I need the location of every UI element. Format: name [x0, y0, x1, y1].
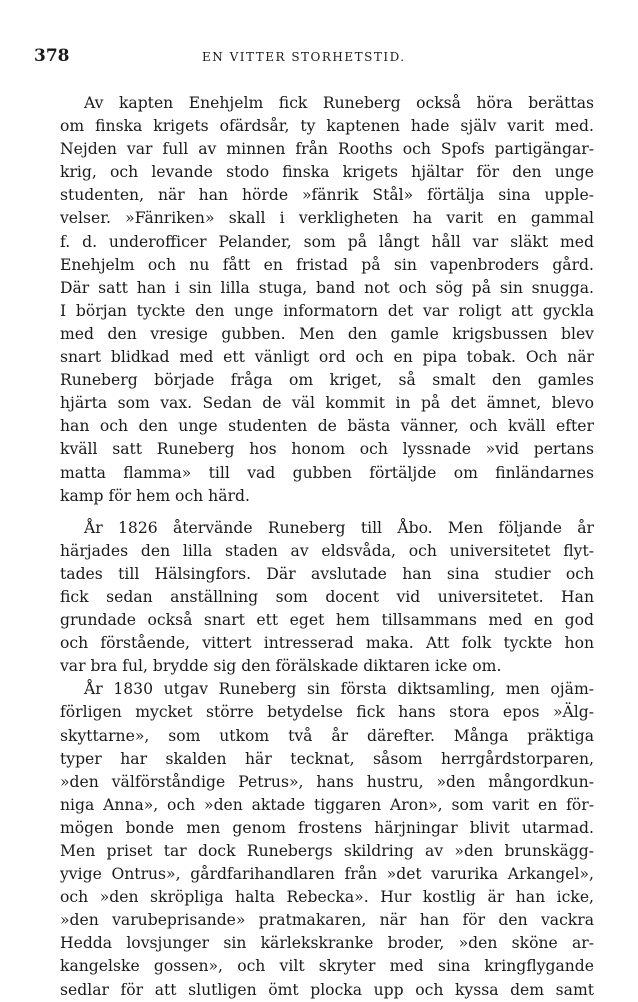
text-line: »den varubeprisande» pratmakaren, när han för den vackra: [60, 911, 594, 930]
body-text: [60, 92, 594, 1002]
running-title: EN VITTER STORHETSTID.: [202, 50, 406, 64]
text-line: Där satt han i sin lilla stuga, band not och sög på sin snugga.: [60, 278, 594, 297]
text-line: studenten, när han hörde »fänrik Stål» förtälja sina upple-: [60, 186, 594, 205]
text-line: var bra ful, brydde sig den förälskade diktaren icke om.: [60, 657, 502, 676]
text-line: »den välförståndige Petrus», hans hustru, »den mångordkun-: [60, 772, 594, 791]
text-line: Av kapten Enehjelm fick Runeberg också höra berättas: [84, 94, 594, 112]
text-line: härjades den lilla staden av eldsvåda, och universitetet flyt-: [60, 541, 594, 560]
paragraph: [60, 678, 594, 1001]
text-line: kamp för hem och härd.: [60, 486, 250, 505]
text-line: matta flamma» till vad gubben förtäljde om finländarnes: [60, 463, 594, 482]
text-line: förligen mycket större betydelse fick hans stora epos »Älg-: [60, 703, 594, 722]
text-line: med den vresige gubben. Men den gamle krigsbussen blev: [60, 324, 594, 343]
text-line: sedlar för att slutligen ömt plocka upp och kyssa dem samt: [60, 980, 594, 999]
text-line: typer har skalden här tecknat, såsom herrgårdstorparen,: [60, 749, 594, 768]
paragraph: [60, 517, 594, 679]
text-line: krig, och levande stodo finska krigets hjältar för den unge: [60, 163, 594, 182]
text-line: fick sedan anställning som docent vid universitetet. Han: [60, 587, 594, 606]
paragraph: [60, 92, 594, 508]
text-line: Enehjelm och nu fått en fristad på sin vapenbroders gård.: [60, 255, 594, 274]
text-line: snart blidkad med ett vänligt ord och en pipa tobak. Och när: [60, 348, 594, 367]
text-line: kväll satt Runeberg hos honom och lyssnade »vid pertans: [60, 440, 594, 459]
text-line: Runeberg började fråga om kriget, så smalt den gamles: [60, 371, 594, 390]
text-line: tades till Hälsingfors. Där avslutade han sina studier och: [60, 564, 594, 583]
text-line: grundade också snart ett eget hem tillsammans med en god: [60, 611, 594, 630]
text-line: skyttarne», som utkom två år därefter. Många präktiga: [60, 726, 594, 745]
text-line: yvige Ontrus», gårdfarihandlaren från »det varurika Arkangel»,: [60, 865, 594, 884]
paragraph-gap: [60, 508, 594, 517]
text-line: han och den unge studenten de bästa vänner, och kväll efter: [60, 417, 594, 436]
text-line: om finska krigets ofärdsår, ty kaptenen hade själv varit med.: [60, 117, 594, 136]
text-line: hjärta som vax. Sedan de väl kommit in på det ämnet, blevo: [60, 394, 594, 413]
text-line: I början tyckte den unge informatorn det var roligt att gyckla: [60, 301, 594, 320]
text-line: f. d. underofficer Pelander, som på långt håll var släkt med: [60, 232, 594, 251]
text-line: År 1830 utgav Runeberg sin första diktsamling, men ojäm-: [84, 680, 594, 699]
text-line: Men priset tar dock Runebergs skildring av »den brunskägg-: [60, 842, 594, 860]
text-line: Hedda lovsjunger sin kärlekskranke broder, »den sköne ar-: [60, 934, 594, 953]
page-header: [34, 46, 594, 68]
text-line: och »den skröpliga halta Rebecka». Hur kostlig är han icke,: [60, 888, 594, 907]
text-line: niga Anna», och »den aktade tiggaren Aron», som varit en för-: [60, 795, 594, 814]
text-line: År 1826 återvände Runeberg till Åbo. Men följande år: [84, 518, 594, 537]
page-number: 378: [34, 46, 70, 66]
text-line: kangelske gossen», och vilt skryter med sina kringflygande: [60, 957, 594, 976]
text-line: Nejden var full av minnen från Rooths och Spofs partigängar-: [60, 140, 594, 159]
text-line: mögen bonde men genom frostens härjningar blivit utarmad.: [60, 818, 594, 837]
text-line: velser. »Fänriken» skall i verkligheten ha varit en gammal: [60, 209, 594, 228]
text-line: och förstående, vittert intresserad maka. Att folk tyckte hon: [60, 634, 594, 653]
